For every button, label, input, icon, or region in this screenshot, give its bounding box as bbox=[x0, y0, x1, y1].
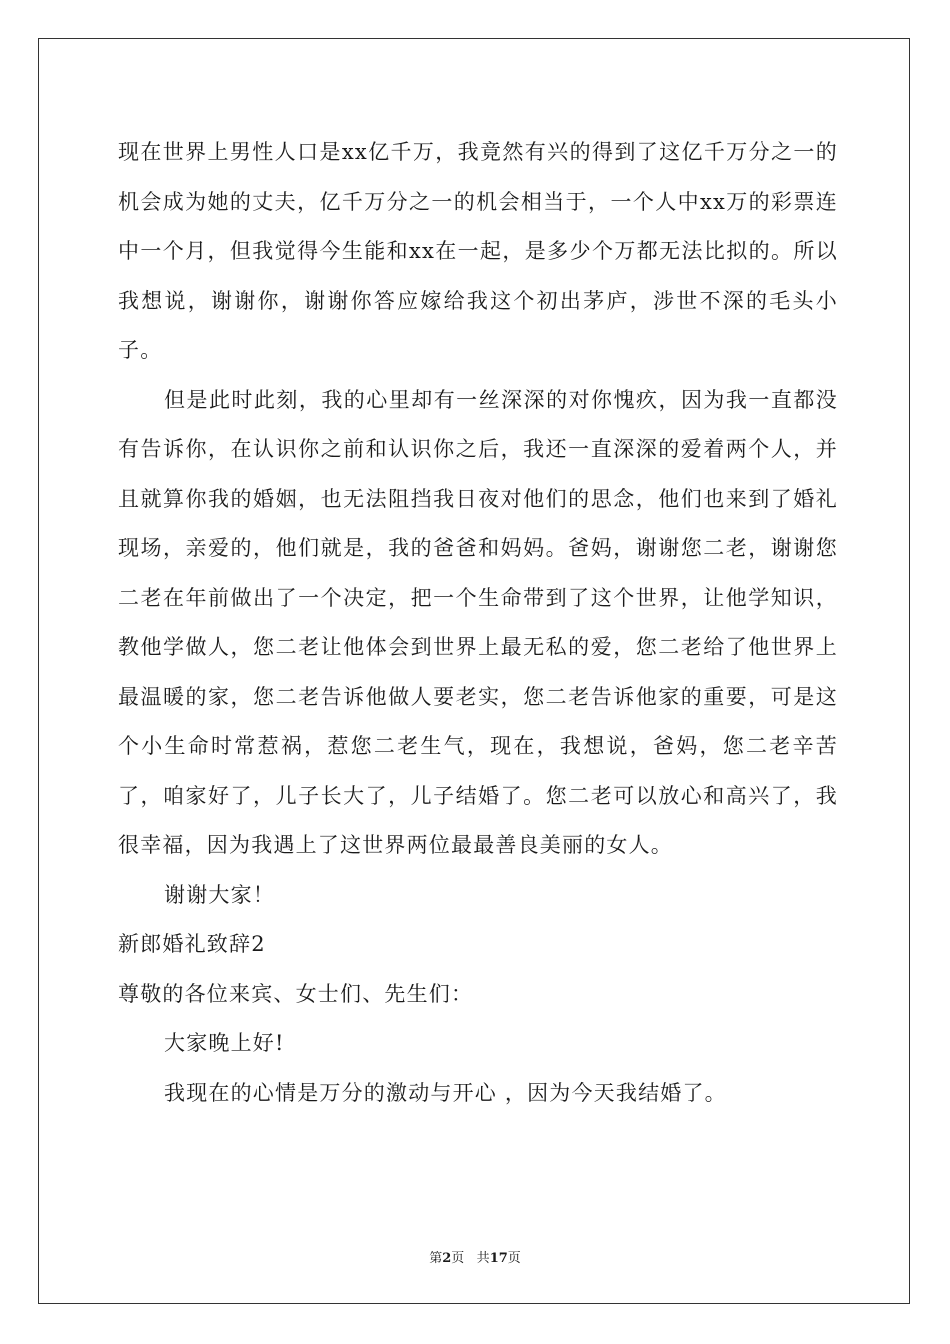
section-heading: 新郎婚礼致辞2 bbox=[118, 932, 266, 956]
page-prefix: 第 bbox=[429, 1251, 443, 1266]
page-suffix: 页 bbox=[451, 1251, 465, 1266]
salutation: 尊敬的各位来宾、女士们、先生们： bbox=[118, 981, 474, 1006]
paragraph-2: 但是此时此刻，我的心里却有一丝深深的对你愧疚，因为我一直都没有告诉你，在认识你之前和认识你之后，我还一直深深的爱着两个人，并且就算你我的婚姻，也无法阻挡我日夜对他们的思念，他们也来到了婚礼现场，亲爱的，他们就是，我的爸爸和妈妈。爸妈，谢谢您二老，谢谢您二老在年前做出了一个决定，把一个生命带到了这个世界，让他学知识，教他学做人，您二老让他体会到世界上最无私的爱，您二老给了他世界上最温暖的家，您二老告诉他做人要老实，您二老告诉他家的重要，可是这个小生命时常惹祸，惹您二老生气，现在，我想说，爸妈，您二老辛苦了，咱家好了，儿子长大了，儿子结婚了。您二老可以放心和高兴了，我很幸福，因为我遇上了这世界两位最最善良美丽的女人。 bbox=[118, 387, 838, 857]
thanks-line: 谢谢大家！ bbox=[164, 882, 275, 907]
greeting: 大家晚上好! bbox=[164, 1031, 285, 1055]
page-number: 2 bbox=[442, 1251, 452, 1266]
total-prefix: 共 bbox=[476, 1251, 490, 1266]
document-body bbox=[118, 128, 838, 1118]
total-pages: 17 bbox=[489, 1251, 508, 1266]
paragraph-1: 现在世界上男性人口是xx亿千万，我竟然有兴的得到了这亿千万分之一的机会成为她的丈夫，亿千万分之一的机会相当于，一个人中xx万的彩票连中一个月，但我觉得今生能和xx在一起，是多少个万都无法比拟的。所以我想说，谢谢你，谢谢你答应嫁给我这个初出茅庐，涉世不深的毛头小子。 bbox=[118, 140, 838, 362]
paragraph-opening: 我现在的心情是万分的激动与开心 ，因为今天我结婚了。 bbox=[164, 1080, 727, 1105]
page-footer bbox=[0, 1247, 950, 1266]
total-suffix: 页 bbox=[507, 1251, 521, 1266]
